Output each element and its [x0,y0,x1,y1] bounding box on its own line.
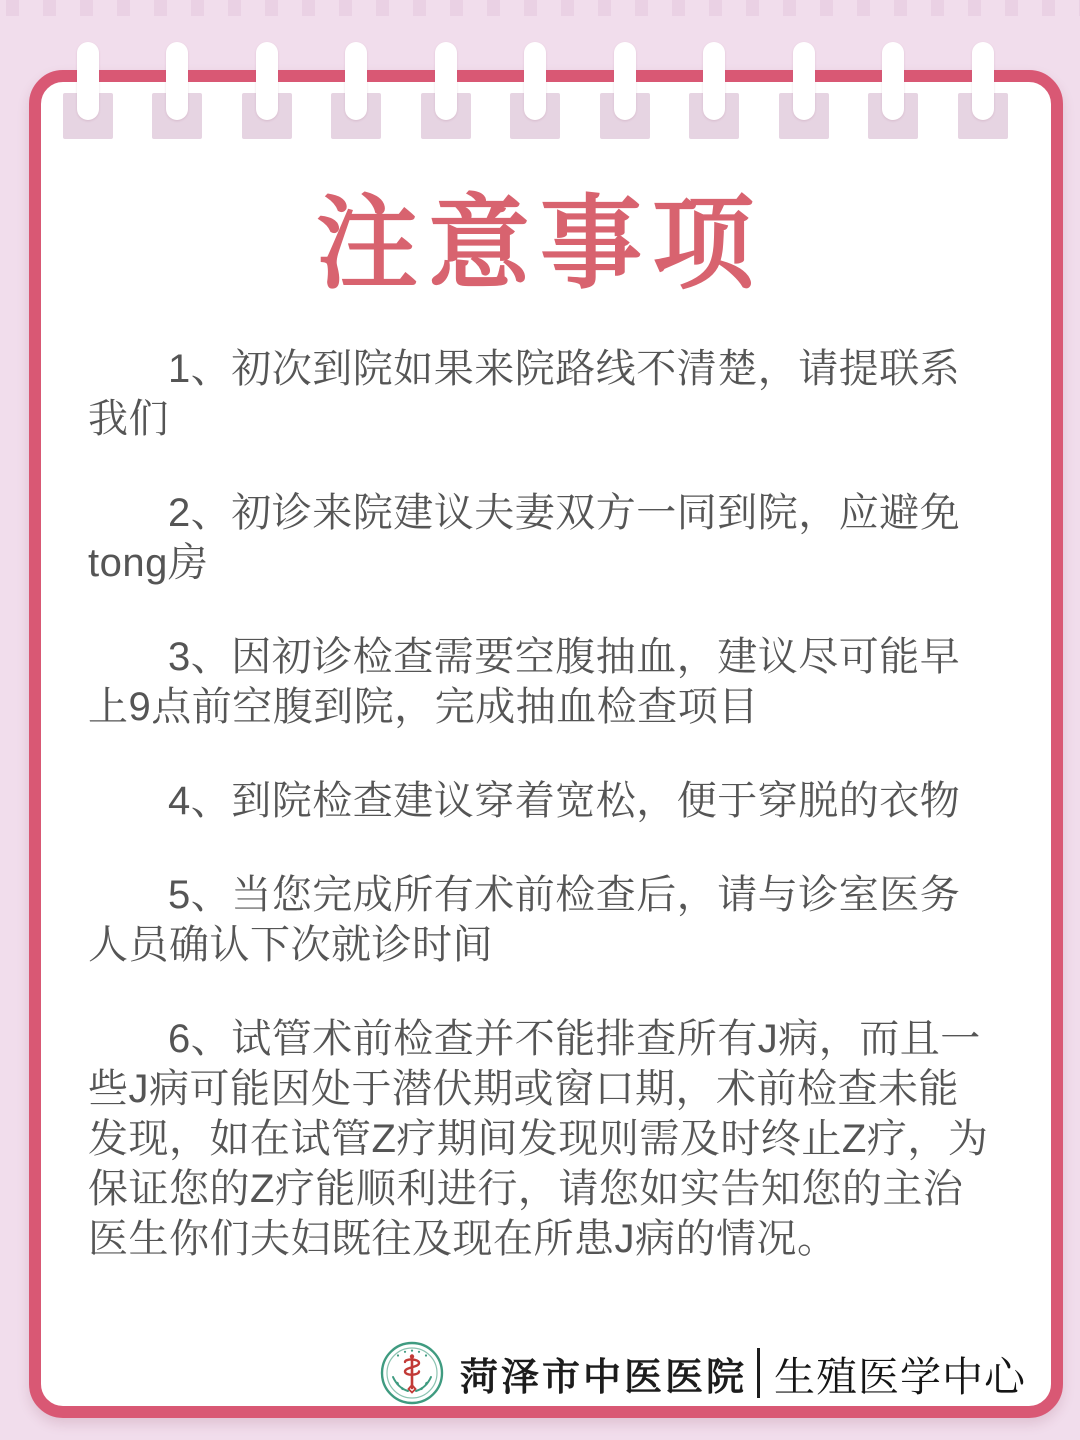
ring-pin [435,42,457,120]
ring-pin [793,42,815,120]
ring-pin [882,42,904,120]
ring-pin [256,42,278,120]
notice-item-5: 5、当您完成所有术前检查后，请与诊室医务人员确认下次就诊时间 [88,873,961,967]
binding-ring [510,42,560,142]
binding-ring [600,42,650,142]
ring-pin [972,42,994,120]
binding-ring [421,42,471,142]
footer [175,1338,1080,1408]
notice-list [88,344,998,1308]
binding-ring [242,42,292,142]
hospital-emblem-icon [380,1341,444,1405]
notice-item-6: 6、试管术前检查并不能排查所有J病，而且一些J病可能因处于潜伏期或窗口期，术前检查未能发现，如在试管Z疗期间发现则需及时终止Z疗，为保证您的Z疗能顺利进行，请您如实告知您的主治医生你们夫妇既往及现在所患J病的情况。 [88,1017,989,1261]
footer-divider [757,1348,760,1398]
ring-pin [77,42,99,120]
binding-ring [868,42,918,142]
ring-pin [345,42,367,120]
ring-pin [166,42,188,120]
ring-pin [524,42,546,120]
ring-pin [703,42,725,120]
top-dash-pattern [6,0,1080,16]
binding-ring [779,42,829,142]
binding-ring [958,42,1008,142]
hospital-name: 菏泽市中医医院 [459,1356,747,1399]
ring-pin [614,42,636,120]
notice-item-1: 1、初次到院如果来院路线不清楚，请提联系我们 [88,347,961,441]
binding-ring [689,42,739,142]
notice-item-3: 3、因初诊检查需要空腹抽血，建议尽可能早上9点前空腹到院，完成抽血检查项目 [88,635,961,729]
binding-ring [63,42,113,142]
department-name: 生殖医学中心 [774,1353,1026,1400]
binding-ring [152,42,202,142]
notice-item-2: 2、初诊来院建议夫妻双方一同到院，应避免tong房 [88,491,961,585]
binding-ring [331,42,381,142]
page-title: 注意事项 [316,187,764,301]
notice-item-4: 4、到院检查建议穿着宽松，便于穿脱的衣物 [168,779,961,823]
